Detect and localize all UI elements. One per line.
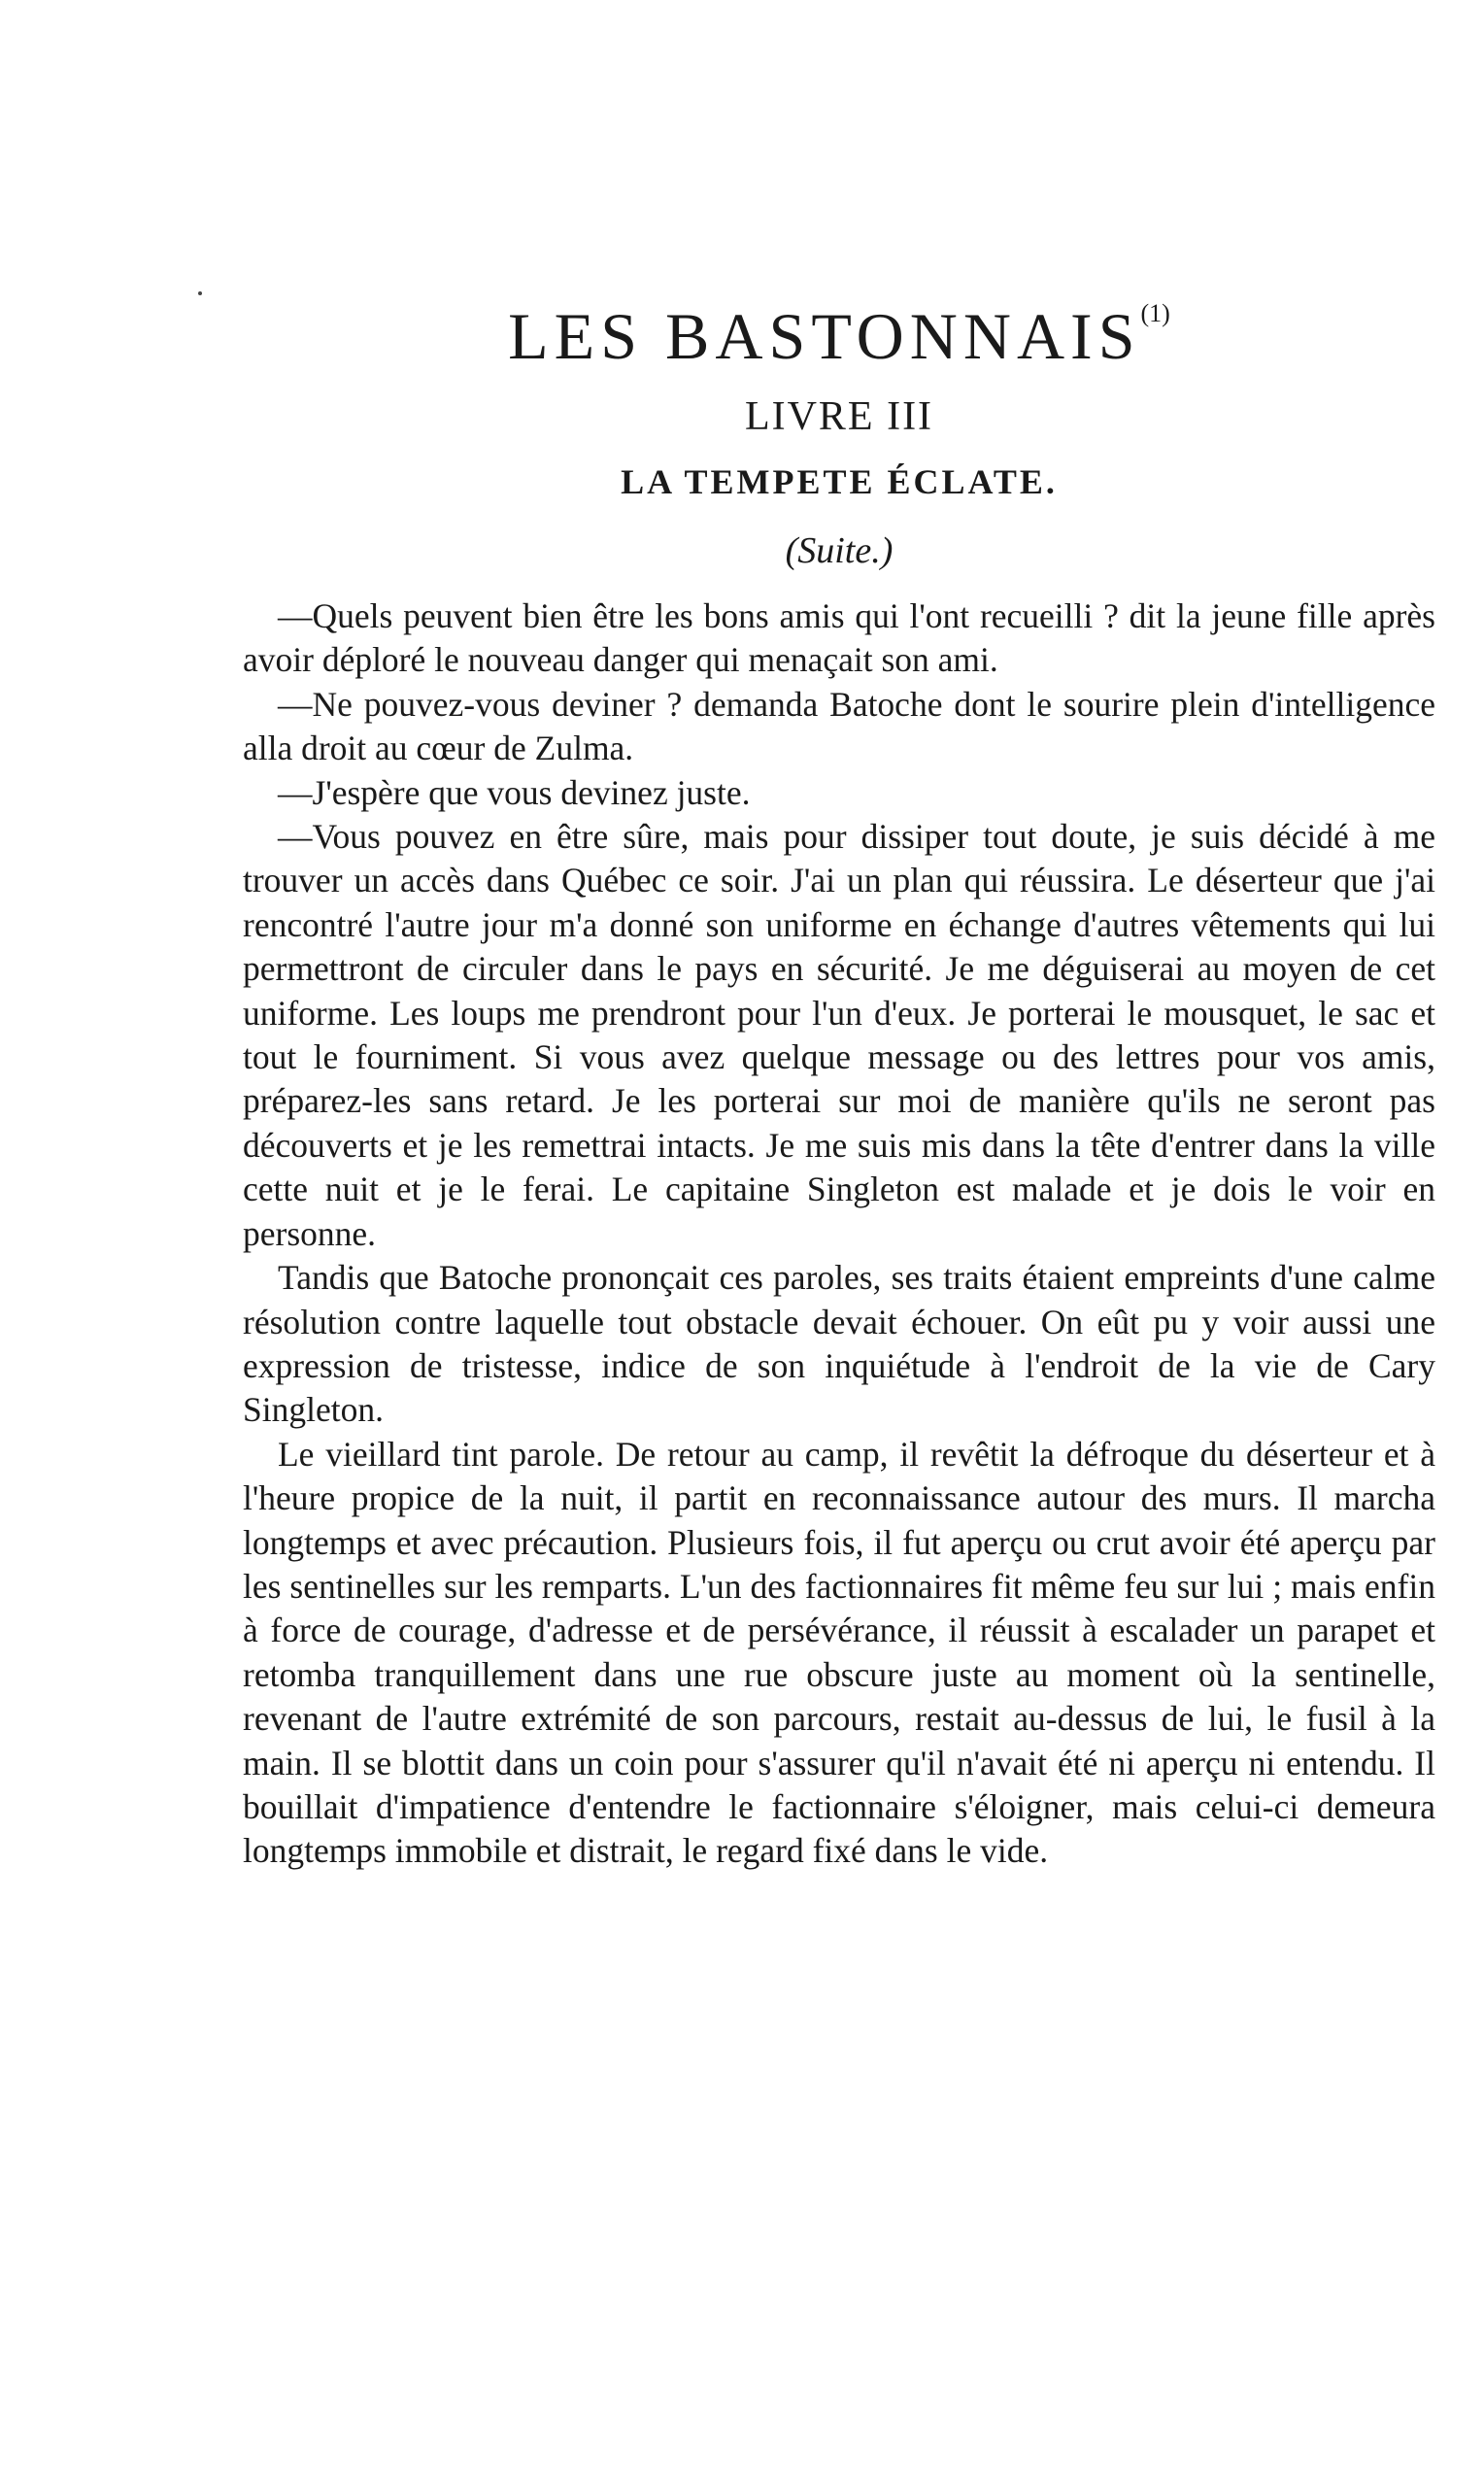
body-text <box>243 594 1435 1874</box>
ink-speck <box>198 291 202 295</box>
footnote-marker: (1) <box>1140 299 1170 327</box>
paragraph: Tandis que Batoche prononçait ces paroles, ses traits étaient empreints d'une calme résolution contre laquelle tout obstacle devait échouer. On eût pu y voir aussi une expression de tristesse, indice de son inquiétude à l'endroit de la vie de Cary Singleton. <box>243 1258 1435 1430</box>
book-number: LIVRE III <box>744 394 934 439</box>
paragraph: —Vous pouvez en être sûre, mais pour dissiper tout doute, je suis décidé à me trouver un accès dans Québec ce soir. J'ai un plan qui réussira. Le déserteur que j'ai rencontré l'autre jour m'a donné son uniforme en échange d'autres vêtements qui lui permettront de circuler dans le pays en sécurité. Je me déguiserai au moyen de cet uniforme. Les loups me prendront pour l'un d'eux. Je porterai le mousquet, le sac et tout le fourniment. Si vous avez quelque message ou des lettres pour vos amis, préparez-les sans retard. Je les porterai sur moi de manière qu'ils ne seront pas découverts et je les remettrai intacts. Je me suis mis dans la tête d'entrer dans la ville cette nuit et je le ferai. Le capitaine Singleton est malade et je dois le voir en personne. <box>243 817 1435 1253</box>
paragraph: —Quels peuvent bien être les bons amis qui l'ont recueilli ? dit la jeune fille après avoir déploré le nouveau danger qui menaçait son ami. <box>243 596 1435 680</box>
paragraph: —Ne pouvez-vous deviner ? demanda Batoche dont le sourire plein d'intelligence alla droit au cœur de Zulma. <box>243 684 1435 768</box>
book-title <box>243 299 1435 373</box>
paragraph: —J'espère que vous devinez juste. <box>278 772 751 812</box>
paragraph: Le vieillard tint parole. De retour au camp, il revêtit la défroque du déserteur et à l'heure propice de la nuit, il partit en reconnaissance autour des murs. Il marcha longtemps et avec précaution. Plusieurs fois, il fut aperçu ou crut avoir été aperçu par les sentinelles sur les remparts. L'un des factionnaires fit même feu sur lui ; mais enfin à force de courage, d'adresse et de persévérance, il réussit à escalader un parapet et retomba tranquillement dans une rue obscure juste au moment où la sentinelle, revenant de l'autre extrémité de son parcours, restait au-dessus de lui, le fusil à la main. Il se blottit dans un coin pour s'assurer qu'il n'avait été ni aperçu ni entendu. Il bouillait d'impatience d'entendre le factionnaire s'éloigner, mais celui-ci demeura longtemps immobile et distrait, le regard fixé dans le vide. <box>243 1434 1435 1871</box>
continued-label: (Suite.) <box>785 530 894 571</box>
chapter-title: LA TEMPETE ÉCLATE. <box>621 462 1058 501</box>
book-title-text: LES BASTONNAIS <box>508 299 1141 373</box>
